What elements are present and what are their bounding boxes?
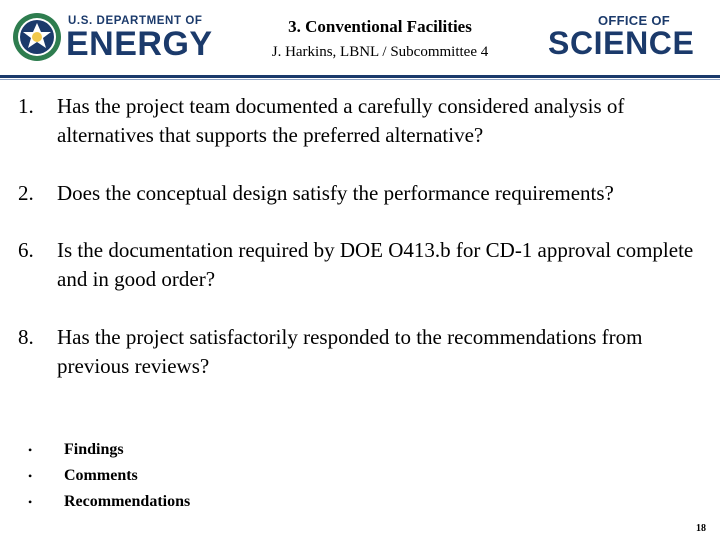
bullet-marker: •: [28, 443, 33, 457]
slide-title: 3. Conventional Facilities: [288, 17, 472, 36]
page-number: 18: [696, 523, 706, 534]
question-text: Has the project team documented a carefully considered analysis of alternatives that supports the preferred alternative?: [57, 94, 625, 147]
question-number: 6.: [18, 238, 34, 262]
question-text: Is the documentation required by DOE O413.b for CD-1 approval complete and in good order?: [57, 238, 694, 291]
bullet-item-comments: [26, 463, 190, 489]
question-number: 2.: [18, 181, 34, 205]
question-item: [18, 92, 707, 150]
doe-seal-icon: [12, 12, 62, 62]
question-item: [18, 236, 707, 294]
slide-header: [0, 0, 720, 80]
doe-logo-top-text: U.S. DEPARTMENT OF: [68, 15, 203, 27]
science-logo-top-text: OFFICE OF: [597, 13, 670, 28]
question-text: Does the conceptual design satisfy the performance requirements?: [57, 181, 614, 205]
header-divider-accent: [0, 79, 720, 80]
office-of-science-logo: [548, 10, 710, 60]
bullet-text: Recommendations: [64, 493, 191, 510]
doe-logo: [10, 10, 220, 68]
question-number: 1.: [18, 94, 34, 118]
header-divider: [0, 75, 720, 78]
question-number: 8.: [18, 325, 34, 349]
bullet-marker: •: [28, 469, 33, 483]
question-text: Has the project satisfactorily responded to the recommendations from previous reviews?: [57, 325, 643, 378]
science-logo-wordmark: SCIENCE: [548, 25, 695, 61]
bullet-item-findings: [26, 437, 190, 463]
bullet-item-recommendations: [26, 489, 190, 515]
bullet-text: Findings: [64, 441, 124, 458]
slide-subtitle: J. Harkins, LBNL / Subcommittee 4: [271, 44, 489, 60]
question-item: [18, 179, 707, 208]
bullet-text: Comments: [64, 467, 138, 484]
title-block: [230, 16, 530, 64]
question-item: [18, 323, 707, 381]
bullet-marker: •: [28, 495, 33, 509]
doe-logo-wordmark: ENERGY: [66, 25, 213, 63]
bullet-list: [26, 437, 190, 515]
